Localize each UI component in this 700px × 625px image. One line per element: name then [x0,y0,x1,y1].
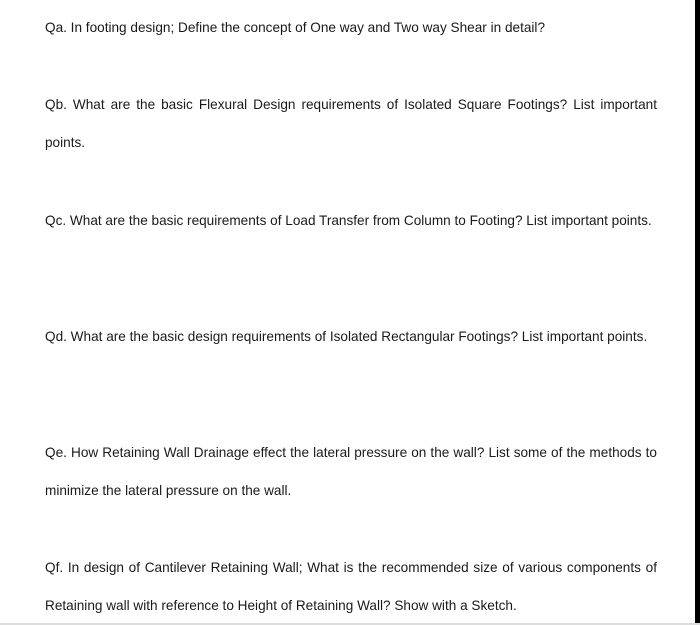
page-edge-shadow [695,0,700,625]
question-f: Qf. In design of Cantilever Retaining Wall; What is the recommended size of various components of Retaining wall with reference to Height of Retaining Wall? Show with a Sketch. [45,560,657,613]
question-e: Qe. How Retaining Wall Drainage effect the lateral pressure on the wall? List some of the methods to minimize the lateral pressure on the wall. [45,445,657,498]
question-b: Qb. What are the basic Flexural Design requirements of Isolated Square Footings? List important points. [45,97,657,150]
question-c: Qc. What are the basic requirements of Load Transfer from Column to Footing? List important points. [45,213,652,228]
question-d: Qd. What are the basic design requirements of Isolated Rectangular Footings? List important points. [45,329,648,344]
question-a: Qa. In footing design; Define the concept of One way and Two way Shear in detail? [45,20,546,35]
